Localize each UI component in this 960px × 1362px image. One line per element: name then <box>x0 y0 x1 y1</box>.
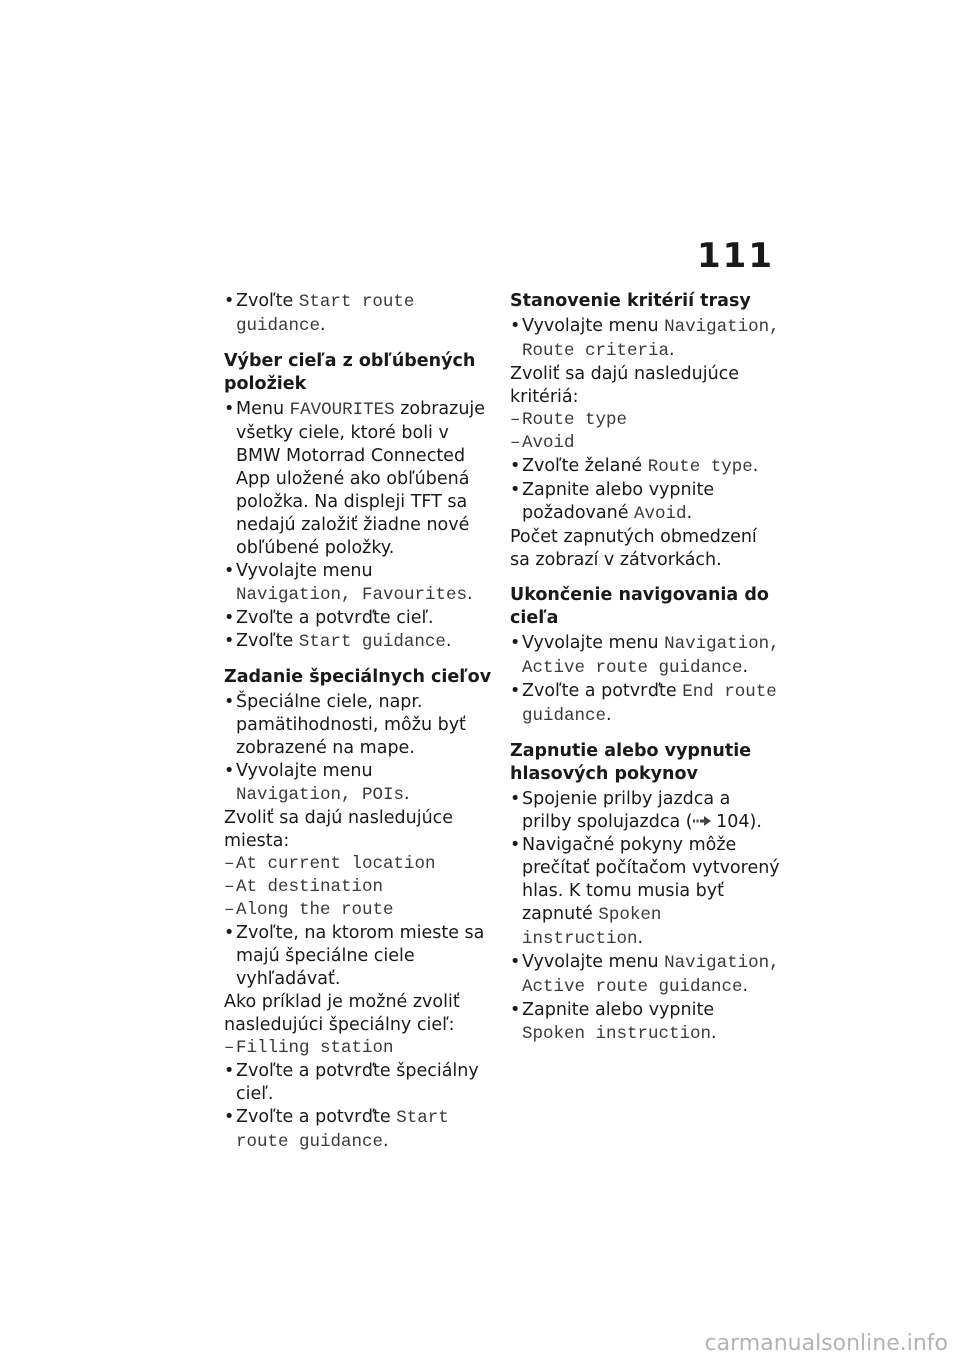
option-item: – Filling station <box>224 1037 492 1060</box>
list-item: • Zvoľte a potvrďte špeciálny cieľ. <box>224 1060 492 1106</box>
item-text: Spojenie prilby jazdca a prilby spolujazdca ( <box>522 789 731 832</box>
right-column <box>510 290 782 1046</box>
item-text: Zvoľte <box>236 291 299 311</box>
paragraph: Počet zapnutých obmedzení sa zobrazí v zátvorkách. <box>510 527 757 570</box>
list-item <box>510 455 782 479</box>
left-column <box>224 290 492 1154</box>
item-text: . <box>606 705 612 725</box>
item-text: ). <box>749 812 762 832</box>
list-item <box>510 999 782 1046</box>
menu-code: Avoid <box>634 504 687 524</box>
list-item <box>510 680 782 728</box>
item-text: . <box>742 976 749 996</box>
menu-code: Navigation, Active route guidance <box>522 634 780 678</box>
list-item: • Špeciálne ciele, napr. pamätihodnosti, môžu byť zobrazené na mape. <box>224 691 492 760</box>
option-item: – At destination <box>224 876 492 899</box>
item-text: Vyvolajte menu <box>236 561 373 581</box>
option-item: – Avoid <box>510 432 782 455</box>
item-text: . <box>752 456 759 476</box>
menu-code: End route guidance <box>522 682 777 726</box>
paragraph: Zvoliť sa dajú nasledujúce miesta: <box>224 808 454 851</box>
menu-code: Start route guidance <box>236 1108 449 1152</box>
page-reference-link[interactable]: 104 <box>716 812 750 832</box>
section-heading: Zadanie špeciálnych cieľov <box>224 667 492 687</box>
option-item: – At current location <box>224 853 492 876</box>
list-item <box>224 290 492 338</box>
paragraph: Ako príklad je možné zvoliť nasledujúci špeciálny cieľ: <box>224 992 460 1035</box>
option-item: – Route type <box>510 409 782 432</box>
menu-code: Spoken instruction <box>522 1024 712 1044</box>
list-item: • Zvoľte, na ktorom mieste sa majú špeciálne ciele vyhľadávať. <box>224 922 492 991</box>
list-item <box>224 760 492 807</box>
item-text: . <box>467 584 473 604</box>
menu-code: Navigation, POIs <box>236 785 405 805</box>
page-number: 111 <box>697 236 774 276</box>
list-item <box>510 315 782 363</box>
list-item <box>510 632 782 680</box>
menu-code: Navigation, Active route guidance <box>522 953 780 997</box>
section-heading: Výber cieľa z obľúbených položiek <box>224 351 476 394</box>
section-heading: Stanovenie kritérií trasy <box>510 291 751 311</box>
list-item <box>510 479 782 526</box>
item-text: . <box>711 1023 717 1043</box>
item-text: Menu <box>236 399 290 419</box>
menu-code: Spoken instruction <box>522 905 662 949</box>
menu-code: Navigation, Favourites <box>236 585 468 605</box>
item-text: Zvoľte <box>236 631 299 651</box>
item-text: Zvoľte a potvrďte <box>522 681 683 701</box>
item-text: . <box>320 315 326 335</box>
item-text: . <box>445 631 452 651</box>
list-item <box>224 1106 492 1154</box>
item-text: zobrazuje všetky ciele, ktoré boli v BMW Motorrad Connected App uložené ako obľúbená položka. Na displeji TFT sa nedajú založiť žiadne nové obľúbené položky. <box>236 399 486 558</box>
item-text: Zvoľte a potvrďte <box>236 1107 397 1127</box>
item-text: Zapnite alebo vypnite <box>522 1000 715 1020</box>
list-item: • Zvoľte a potvrďte cieľ. <box>224 607 492 630</box>
option-item: – Along the route <box>224 899 492 922</box>
list-item <box>224 560 492 607</box>
item-text: Navigačné pokyny môže prečítať počítačom vytvorený hlas. K tomu musia byť zapnuté <box>522 835 780 924</box>
list-item <box>224 398 492 560</box>
section-heading: Zapnutie alebo vypnutie hlasových pokynov <box>510 741 752 784</box>
list-item <box>510 951 782 999</box>
item-text: Vyvolajte menu <box>236 761 373 781</box>
list-item <box>510 788 782 834</box>
watermark: carmanualsonline.info <box>704 1331 948 1356</box>
item-text: . <box>742 657 749 677</box>
menu-code: FAVOURITES <box>289 400 395 420</box>
list-item <box>224 630 492 654</box>
item-text: . <box>669 340 675 360</box>
item-text: Vyvolajte menu <box>522 633 665 653</box>
item-text: Zvoľte želané <box>522 456 648 476</box>
menu-code: Route type <box>647 457 753 477</box>
item-text: Zapnite alebo vypnite požadované <box>522 480 715 523</box>
section-heading: Ukončenie navigovania do cieľa <box>510 585 769 628</box>
menu-code: Start route guidance <box>236 292 415 336</box>
item-text: Vyvolajte menu <box>522 316 665 336</box>
menu-code: Navigation, Route criteria <box>522 317 780 361</box>
page-reference-arrow-icon <box>693 816 711 826</box>
item-text: Vyvolajte menu <box>522 952 665 972</box>
item-text: . <box>686 503 693 523</box>
item-text: . <box>404 784 410 804</box>
menu-code: Start guidance <box>298 632 446 652</box>
item-text: . <box>637 928 644 948</box>
item-text: . <box>383 1131 389 1151</box>
list-item <box>510 834 782 951</box>
paragraph: Zvoliť sa dajú nasledujúce kritériá: <box>510 364 740 407</box>
